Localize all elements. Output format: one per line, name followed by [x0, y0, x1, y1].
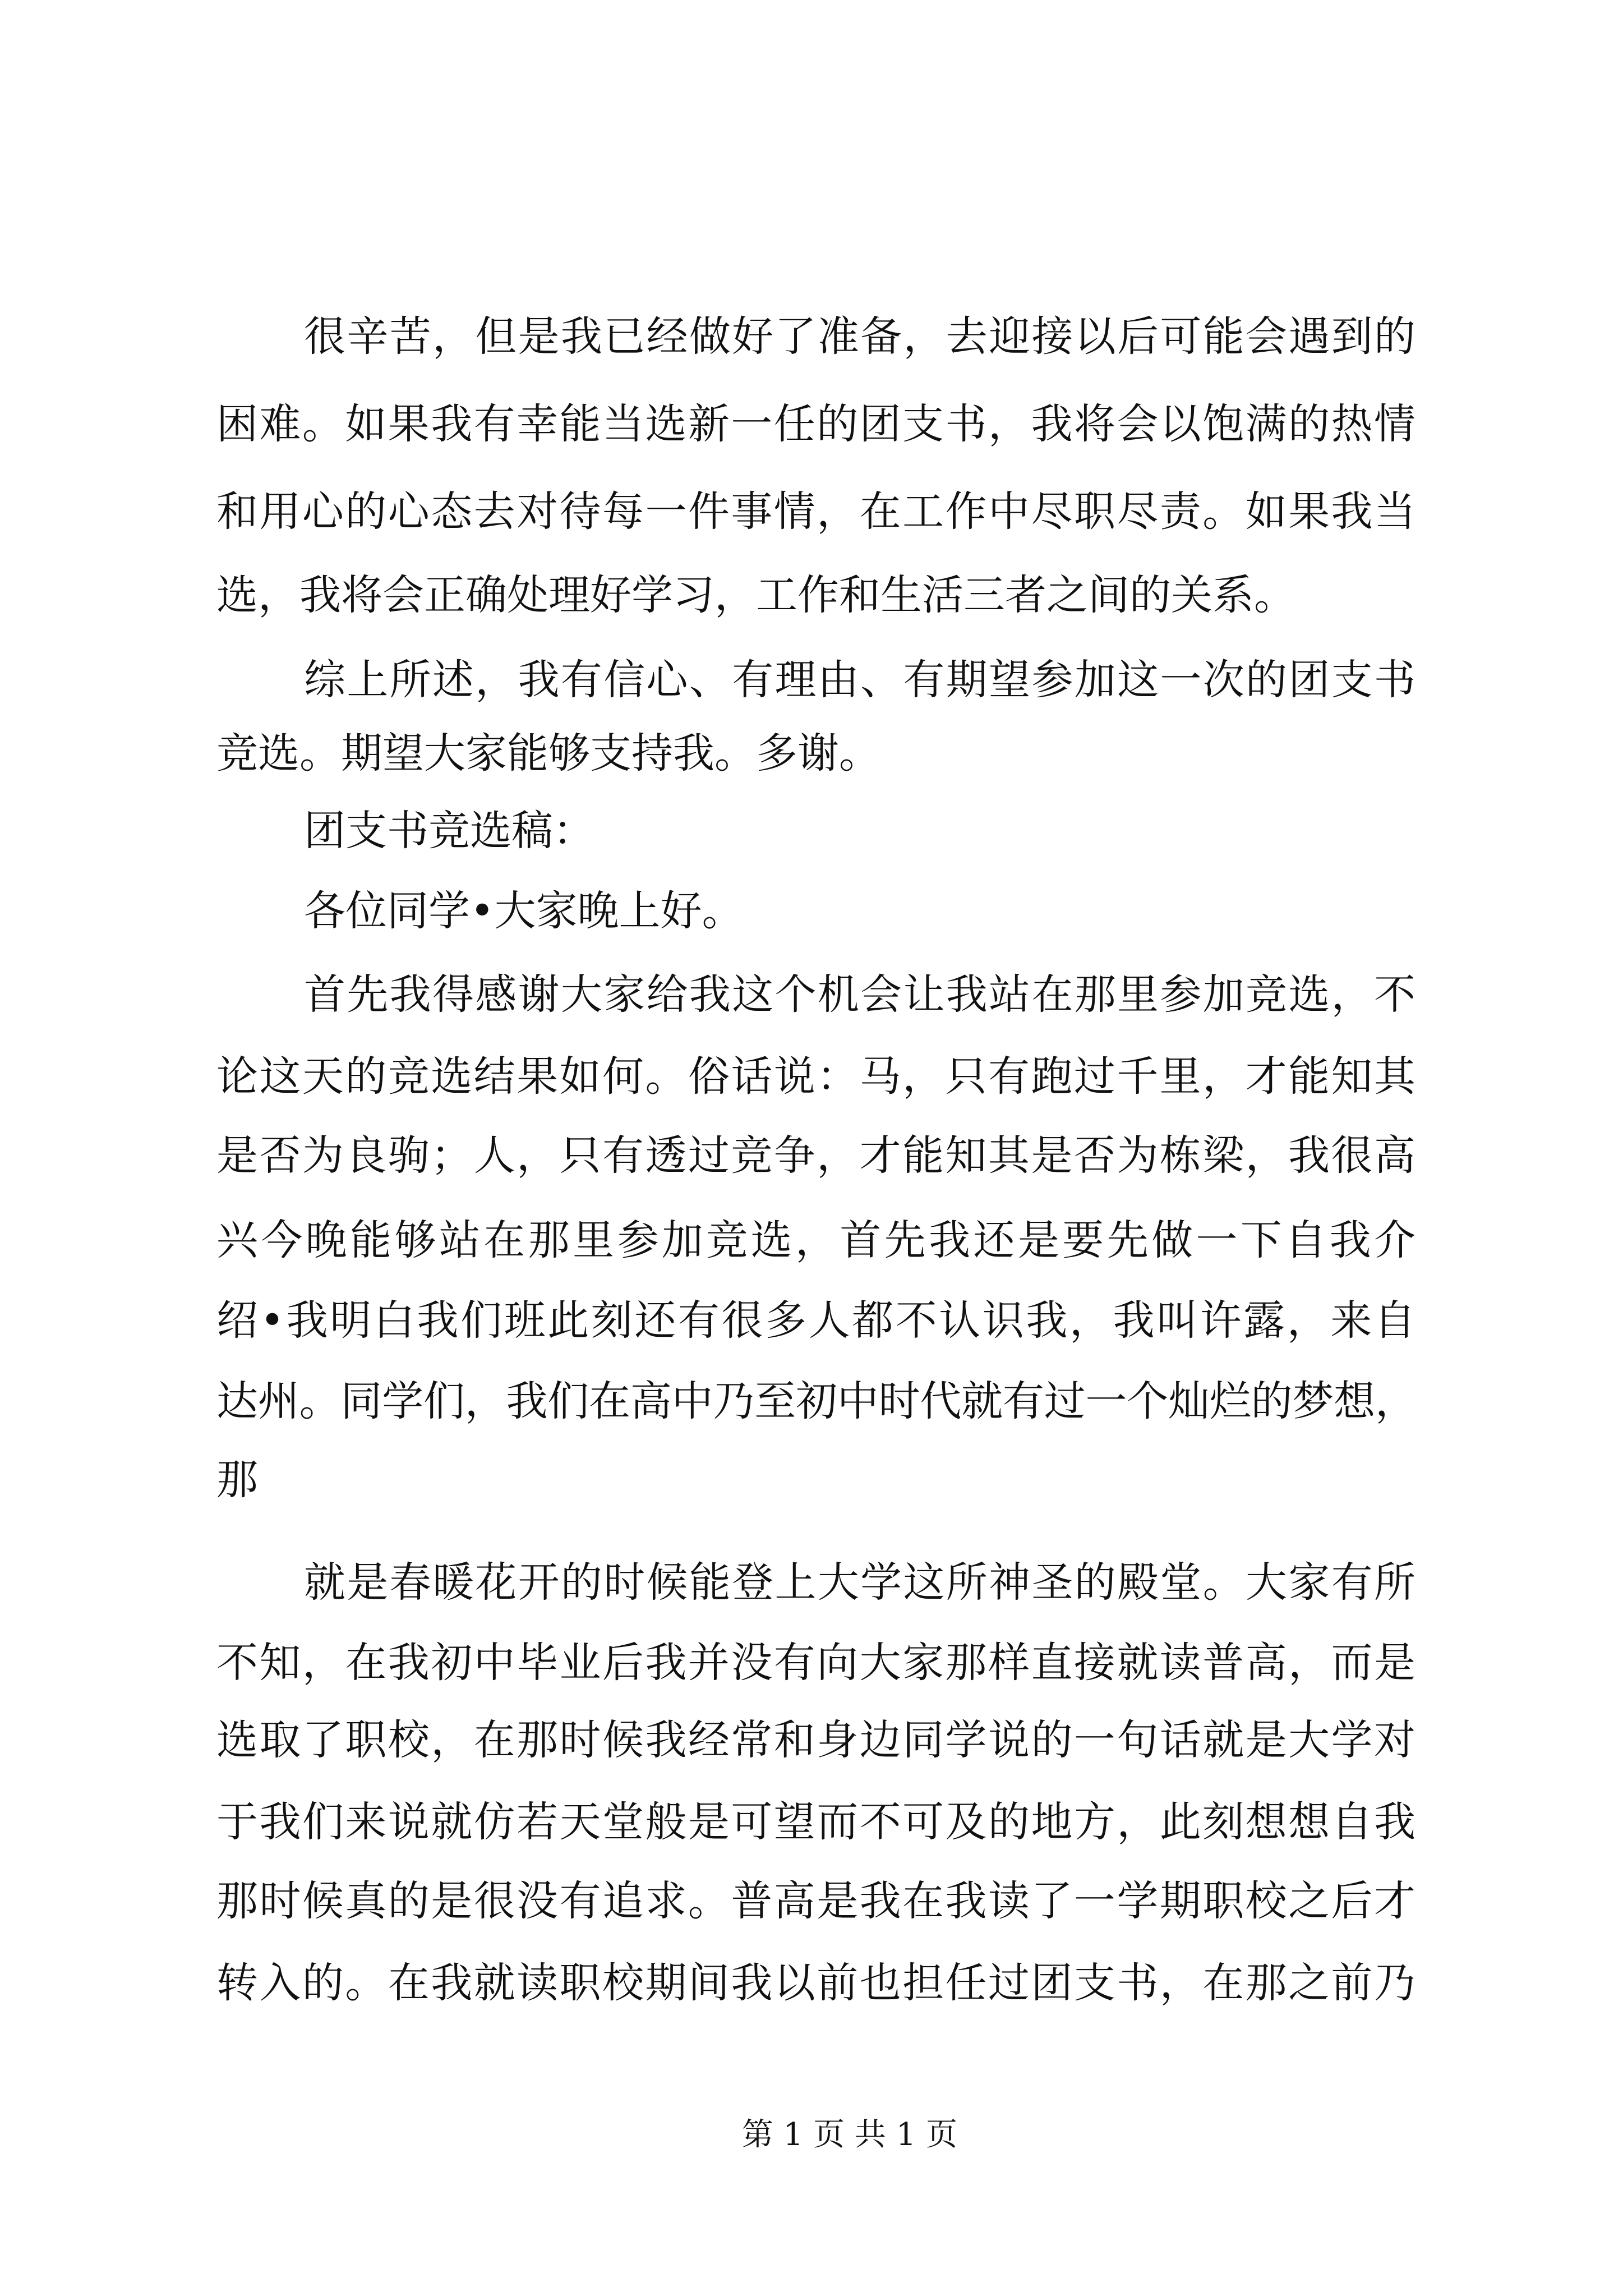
text-line: 于我们来说就仿若天堂般是可望而不可及的地方，此刻想想自我 — [216, 1798, 1415, 1846]
text-line: 绍•我明白我们班此刻还有很多人都不认识我，我叫许露，来自 — [216, 1296, 1415, 1345]
text-line: 达州。同学们，我们在高中乃至初中时代就有过一个灿烂的梦想， — [216, 1377, 1415, 1425]
text-line: 是否为良驹；人，只有透过竞争，才能知其是否为栋梁，我很高 — [216, 1131, 1415, 1180]
page-footer: 第 1 页 共 1 页 — [741, 2116, 958, 2153]
text-line: 困难。如果我有幸能当选新一任的团支书，我将会以饱满的热情 — [216, 400, 1415, 448]
text-line: 和用心的心态去对待每一件事情，在工作中尽职尽责。如果我当 — [216, 487, 1415, 536]
text-line: 那时候真的是很没有追求。普高是我在我读了一学期职校之后才 — [216, 1877, 1415, 1925]
text-line: 竞选。期望大家能够支持我。多谢。 — [216, 729, 880, 777]
text-line: 兴今晚能够站在那里参加竞选，首先我还是要先做一下自我介 — [216, 1216, 1415, 1264]
text-line: 就是春暖花开的时候能登上大学这所神圣的殿堂。大家有所 — [304, 1558, 1415, 1607]
text-line: 论这天的竞选结果如何。俗话说：马，只有跑过千里，才能知其 — [216, 1052, 1415, 1101]
text-line: 转入的。在我就读职校期间我以前也担任过团支书，在那之前乃 — [216, 1959, 1415, 2007]
text-line: 不知，在我初中毕业后我并没有向大家那样直接就读普高，而是 — [216, 1639, 1415, 1687]
text-line: 综上所述，我有信心、有理由、有期望参加这一次的团支书 — [304, 656, 1415, 704]
text-line: 首先我得感谢大家给我这个机会让我站在那里参加竞选，不 — [304, 970, 1415, 1019]
text-line: 各位同学•大家晚上好。 — [304, 887, 744, 935]
text-line: 选取了职校，在那时候我经常和身边同学说的一句话就是大学对 — [216, 1716, 1415, 1764]
text-line: 那 — [216, 1456, 258, 1504]
text-line: 选，我将会正确处理好学习，工作和生活三者之间的关系。 — [216, 571, 1295, 619]
text-line: 团支书竞选稿： — [304, 807, 594, 855]
text-line: 很辛苦，但是我已经做好了准备，去迎接以后可能会遇到的 — [304, 312, 1415, 361]
